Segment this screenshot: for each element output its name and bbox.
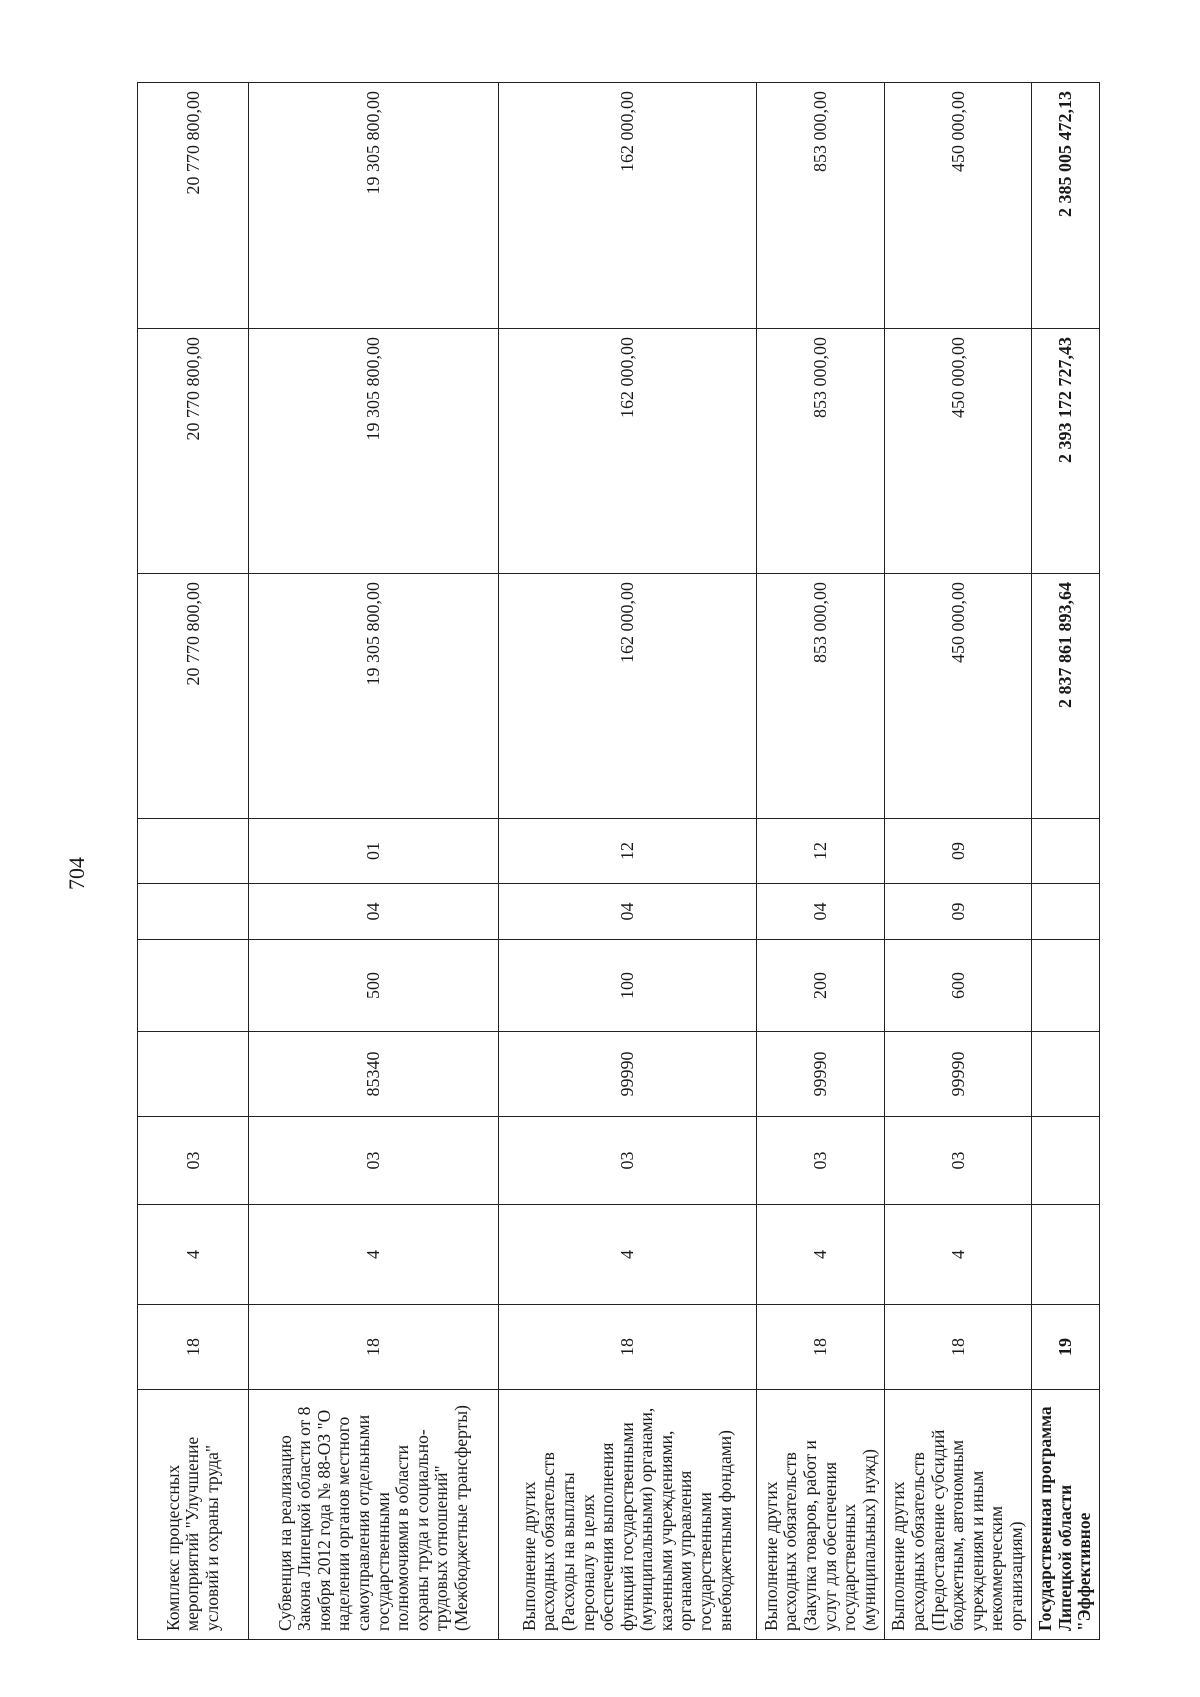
row-name: Комплекс процессных мероприятий "Улучшение условий и охраны труда" bbox=[138, 1390, 249, 1640]
code-cell: 200 bbox=[757, 940, 885, 1032]
code-cell: 4 bbox=[499, 1205, 757, 1305]
code-cell: 99990 bbox=[885, 1032, 1032, 1117]
table-row bbox=[885, 83, 1032, 1640]
code-cell: 4 bbox=[757, 1205, 885, 1305]
budget-table bbox=[137, 82, 1100, 1640]
budget-table-rotated bbox=[137, 83, 1097, 1640]
code-cell: 03 bbox=[138, 1117, 249, 1205]
table-row bbox=[249, 83, 499, 1640]
amount-cell: 162 000,00 bbox=[499, 83, 757, 329]
amount-cell: 450 000,00 bbox=[885, 329, 1032, 574]
code-cell: 09 bbox=[885, 819, 1032, 884]
amount-cell: 2 837 861 893,64 bbox=[1032, 574, 1100, 819]
amount-cell: 19 305 800,00 bbox=[249, 329, 499, 574]
amount-cell: 162 000,00 bbox=[499, 329, 757, 574]
code-cell: 4 bbox=[249, 1205, 499, 1305]
amount-cell: 2 393 172 727,43 bbox=[1032, 329, 1100, 574]
code-cell: 03 bbox=[499, 1117, 757, 1205]
code-cell bbox=[138, 884, 249, 940]
amount-cell: 19 305 800,00 bbox=[249, 83, 499, 329]
amount-cell: 853 000,00 bbox=[757, 329, 885, 574]
row-name: Субвенция на реализацию Закона Липецкой области от 8 ноября 2012 года № 88-ОЗ "О наделении органов местного самоуправления отдельными государственными полномочиями в области охраны труда и социально-трудовых отношений" (Межбюджетные трансферты) bbox=[249, 1390, 499, 1640]
code-cell: 01 bbox=[249, 819, 499, 884]
code-cell bbox=[138, 819, 249, 884]
code-cell: 500 bbox=[249, 940, 499, 1032]
code-cell: 18 bbox=[885, 1305, 1032, 1390]
code-cell bbox=[1032, 884, 1100, 940]
code-cell bbox=[138, 940, 249, 1032]
amount-cell: 20 770 800,00 bbox=[138, 574, 249, 819]
code-cell: 18 bbox=[757, 1305, 885, 1390]
code-cell: 18 bbox=[249, 1305, 499, 1390]
row-name: Выполнение других расходных обязательств (Расходы на выплаты персоналу в целях обеспечения выполнения функций государственными (муниципальными) органами, казенными учреждениями, органами управления государственными внебюджетными фондами) bbox=[499, 1390, 757, 1640]
code-cell: 04 bbox=[757, 884, 885, 940]
code-cell: 4 bbox=[885, 1205, 1032, 1305]
table-row bbox=[138, 83, 249, 1640]
code-cell bbox=[138, 1032, 249, 1117]
code-cell: 19 bbox=[1032, 1305, 1100, 1390]
code-cell: 100 bbox=[499, 940, 757, 1032]
code-cell: 03 bbox=[885, 1117, 1032, 1205]
code-cell bbox=[1032, 1117, 1100, 1205]
code-cell: 12 bbox=[757, 819, 885, 884]
code-cell: 04 bbox=[249, 884, 499, 940]
code-cell: 600 bbox=[885, 940, 1032, 1032]
row-name: Государственная программа Липецкой области "Эффективное bbox=[1032, 1390, 1100, 1640]
amount-cell: 2 385 005 472,13 bbox=[1032, 83, 1100, 329]
code-cell bbox=[1032, 819, 1100, 884]
amount-cell: 20 770 800,00 bbox=[138, 329, 249, 574]
code-cell: 4 bbox=[138, 1205, 249, 1305]
code-cell: 99990 bbox=[757, 1032, 885, 1117]
code-cell bbox=[1032, 1205, 1100, 1305]
code-cell: 85340 bbox=[249, 1032, 499, 1117]
code-cell: 04 bbox=[499, 884, 757, 940]
page-number: 704 bbox=[64, 857, 89, 890]
code-cell bbox=[1032, 1032, 1100, 1117]
amount-cell: 162 000,00 bbox=[499, 574, 757, 819]
table-row-total bbox=[1032, 83, 1100, 1640]
code-cell: 12 bbox=[499, 819, 757, 884]
code-cell: 18 bbox=[499, 1305, 757, 1390]
amount-cell: 20 770 800,00 bbox=[138, 83, 249, 329]
table-row bbox=[757, 83, 885, 1640]
amount-cell: 450 000,00 bbox=[885, 83, 1032, 329]
code-cell bbox=[1032, 940, 1100, 1032]
row-name: Выполнение других расходных обязательств (Предоставление субсидий бюджетным, автономным учреждениям и иным некоммерческим организациям) bbox=[885, 1390, 1032, 1640]
code-cell: 09 bbox=[885, 884, 1032, 940]
table-row bbox=[499, 83, 757, 1640]
code-cell: 03 bbox=[757, 1117, 885, 1205]
amount-cell: 450 000,00 bbox=[885, 574, 1032, 819]
code-cell: 03 bbox=[249, 1117, 499, 1205]
amount-cell: 853 000,00 bbox=[757, 83, 885, 329]
row-name: Выполнение других расходных обязательств (Закупка товаров, работ и услуг для обеспечения государственных (муниципальных) нужд) bbox=[757, 1390, 885, 1640]
amount-cell: 853 000,00 bbox=[757, 574, 885, 819]
code-cell: 18 bbox=[138, 1305, 249, 1390]
amount-cell: 19 305 800,00 bbox=[249, 574, 499, 819]
code-cell: 99990 bbox=[499, 1032, 757, 1117]
